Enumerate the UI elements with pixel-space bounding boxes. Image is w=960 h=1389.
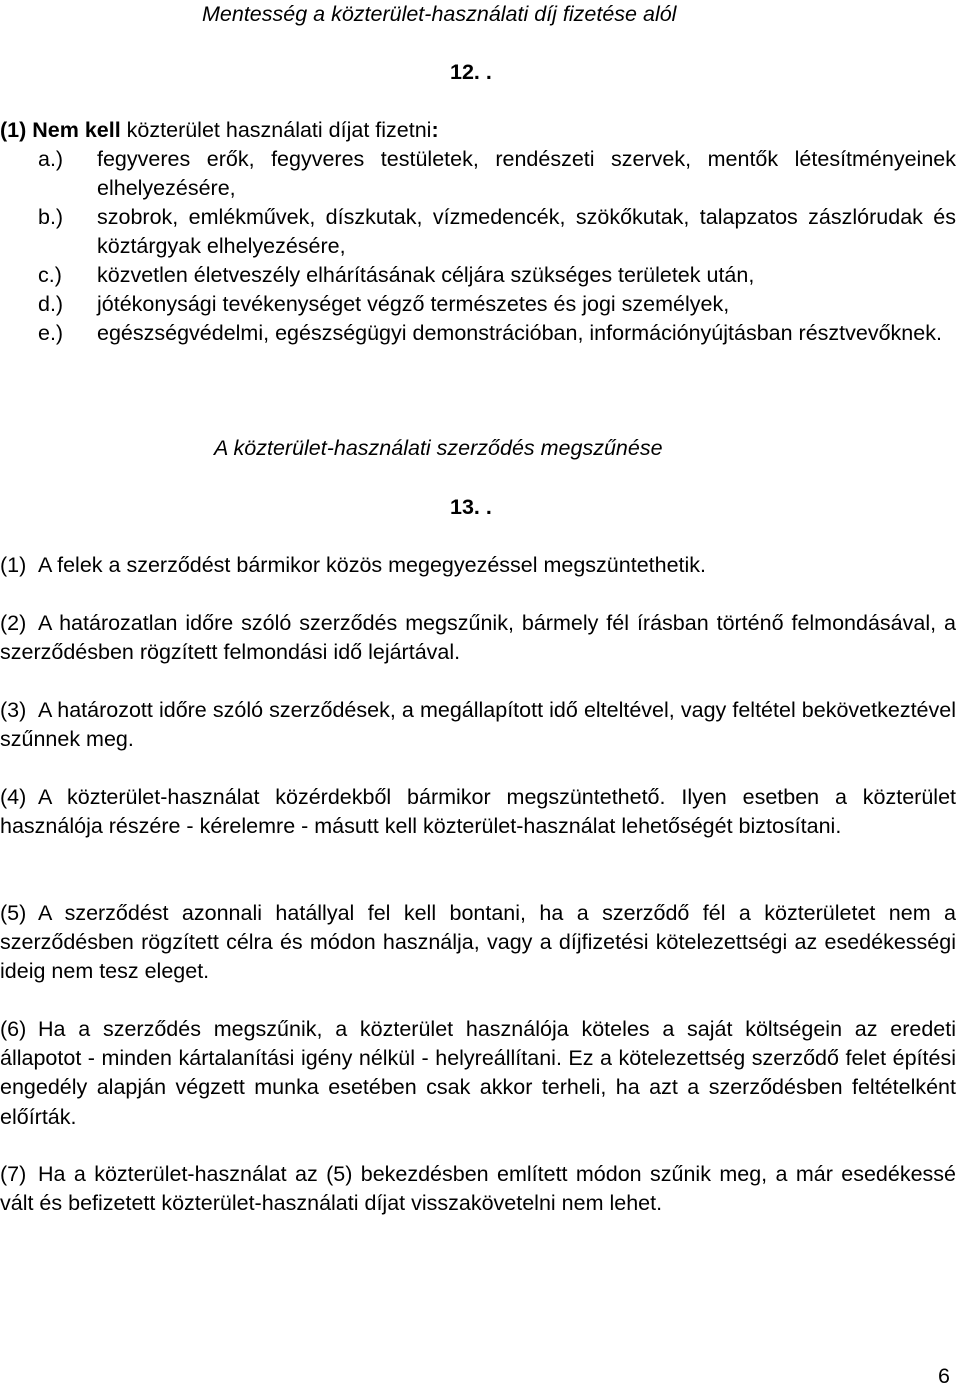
list-item-text: fegyveres erők, fegyveres testületek, rendészeti szervek, mentők létesítményeinek elhelyezésére, (97, 147, 956, 201)
list-item-text: jótékonysági tevékenységet végző természetes és jogi személyek, (97, 292, 730, 316)
section-12-number: 12. . (450, 60, 492, 84)
intro-text: közterület használati díjat fizetni (120, 118, 432, 142)
paragraph-text: A felek a szerződést bármikor közös megegyezéssel megszüntethetik. (38, 553, 707, 577)
section-12-heading: Mentesség a közterület-használati díj fizetése alól (202, 2, 677, 26)
list-item-text: szobrok, emlékművek, díszkutak, vízmedencék, szökőkutak, talapzatos zászlórudak és köztárgyak elhelyezésére, (97, 205, 956, 259)
paragraph-text: A közterület-használat közérdekből bármikor megszüntethető. Ilyen esetben a közterület használója részére - kérelemre - másutt kell közterület-használat lehetőségét biztosítani. (0, 785, 956, 839)
paragraph-text: Ha a szerződés megszűnik, a közterület használója köteles a saját költségein az eredeti állapotot - minden kártalanítási igény nélkül - helyreállítani. Ez a kötelezettség szerződő felet építési engedély alapján végzett munka esetében csak akkor terheli, ha azt a szerződésben feltételként előírták. (0, 1017, 956, 1129)
section-12-intro (0, 116, 439, 145)
paragraph-text: Ha a közterület-használat az (5) bekezdésben említett módon szűnik meg, a már esedékessé vált és befizetett közterület-használati díjat visszakövetelni nem lehet. (0, 1162, 956, 1216)
list-item-label: d.) (38, 292, 64, 316)
page-number: 6 (938, 1364, 950, 1388)
paragraph-number: (7) (0, 1162, 27, 1186)
paragraph-number: (2) (0, 611, 27, 635)
list-item-label: b.) (38, 205, 64, 229)
paragraph (0, 783, 956, 841)
paragraph (0, 609, 956, 667)
intro-number: (1) (0, 118, 27, 142)
list-item-text: közvetlen életveszély elhárításának céljára szükséges területek után, (97, 263, 755, 287)
paragraph (0, 1015, 956, 1132)
paragraph-number: (4) (0, 785, 27, 809)
section-13-heading: A közterület-használati szerződés megszűnése (214, 436, 663, 460)
list-item-label: a.) (38, 147, 64, 171)
list-item-label: c.) (38, 263, 62, 287)
paragraph-number: (5) (0, 901, 27, 925)
paragraph-text: A határozatlan időre szóló szerződés megszűnik, bármely fél írásban történő felmondásával, a szerződésben rögzített felmondási idő lejártával. (0, 611, 956, 665)
paragraph (0, 899, 956, 987)
list-item-label: e.) (38, 321, 64, 345)
paragraph-number: (3) (0, 698, 27, 722)
paragraph-text: A határozott időre szóló szerződések, a megállapított idő elteltével, vagy feltétel bekövetkeztével szűnnek meg. (0, 698, 956, 752)
list-item-text: egészségvédelmi, egészségügyi demonstrációban, információnyújtásban résztvevőknek. (97, 321, 942, 345)
paragraph-text: A szerződést azonnali hatállyal fel kell bontani, ha a szerződő fél a közterületet nem a szerződésben rögzített célra és módon használja, vagy a díjfizetési kötelezettségi az esedékességi ideig nem tesz eleget. (0, 901, 956, 984)
paragraph (0, 1160, 956, 1218)
intro-bold-text: Nem kell (32, 118, 121, 142)
paragraph-number: (1) (0, 553, 27, 577)
section-13-number: 13. . (450, 495, 492, 519)
paragraph-number: (6) (0, 1017, 27, 1041)
paragraph (0, 551, 956, 580)
paragraph (0, 696, 956, 754)
intro-colon: : (431, 118, 439, 142)
